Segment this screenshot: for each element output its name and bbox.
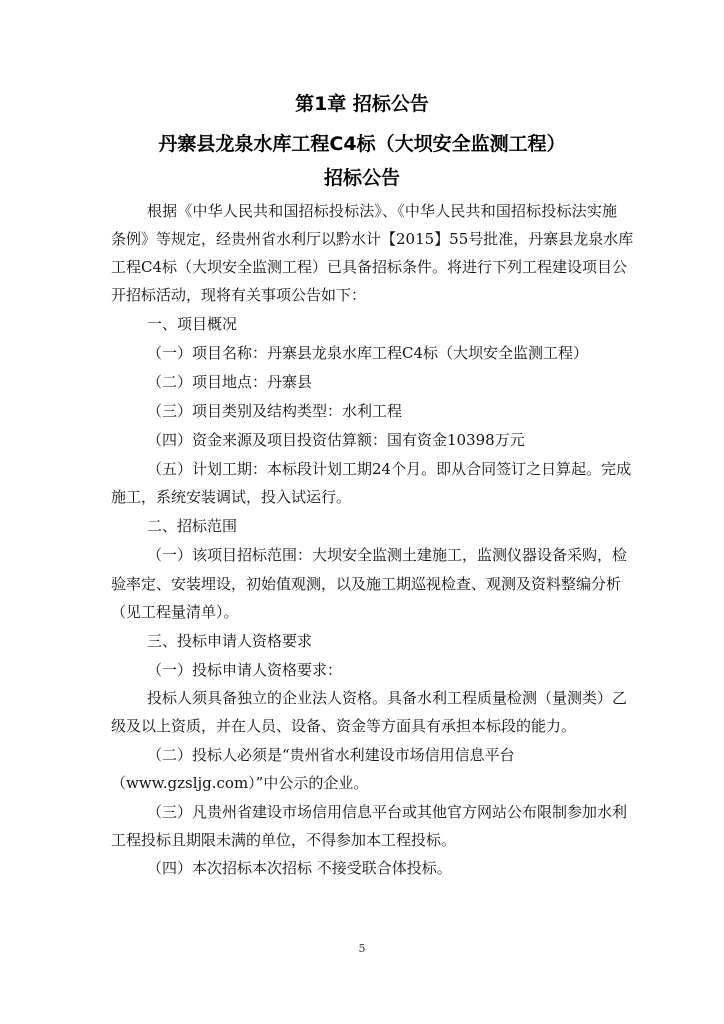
paragraph-line: 条例》等规定，经贵州省水利厅以黔水计【2015】55号批准，丹寨县龙泉水库 [111, 230, 634, 248]
list-item: （五）计划工期：本标段计划工期24个月。即从合同签订之日算起。完成 [147, 460, 632, 478]
list-item: （一）项目名称：丹寨县龙泉水库工程C4标（大坝安全监测工程） [147, 344, 589, 362]
list-item-continuation: （www.gzsljg.com）”中公示的企业。 [111, 774, 369, 792]
section-heading: 一、项目概况 [147, 315, 238, 333]
list-item: （二）投标人必须是“贵州省水利建设市场信用信息平台 [147, 746, 515, 764]
list-item-continuation: 施工，系统安装调试，投入试运行。 [111, 488, 352, 506]
section-heading: 二、招标范围 [147, 517, 238, 535]
list-item: （三）凡贵州省建设市场信用信息平台或其他官方网站公布限制参加水利 [147, 803, 628, 821]
list-item: （一）投标申请人资格要求： [147, 661, 343, 679]
list-item-continuation: （见工程量清单）。 [111, 603, 239, 621]
list-item: （一）该项目招标范围：大坝安全监测土建施工，监测仪器设备采购，检 [147, 546, 628, 564]
list-item: （三）项目类别及结构类型：水利工程 [147, 402, 403, 420]
paragraph-line: 开招标活动，现将有关事项公告如下： [111, 286, 367, 304]
list-item: （二）项目地点：丹寨县 [147, 373, 313, 391]
paragraph-line: 工程C4标（大坝安全监测工程）已具备招标条件。将进行下列工程建设项目公 [111, 258, 628, 276]
list-item-continuation: 验率定、安装埋设，初始值观测，以及施工期巡视检查、观测及资料整编分析 [111, 575, 622, 593]
paragraph-line: 根据《中华人民共和国招标投标法》、《中华人民共和国招标投标法实施 [147, 202, 617, 220]
list-item: （四）资金来源及项目投资估算额：国有资金10398万元 [147, 431, 525, 449]
page-number: 5 [358, 942, 366, 955]
list-item: （四）本次招标本次招标 不接受联合体投标。 [147, 859, 452, 877]
notice-title: 招标公告 [323, 167, 400, 189]
section-heading: 三、投标申请人资格要求 [147, 632, 313, 650]
paragraph-line: 级及以上资质，并在人员、设备、资金等方面具有承担本标段的能力。 [111, 717, 577, 735]
list-item-continuation: 工程投标且期限未满的单位，不得参加本工程投标。 [111, 831, 457, 849]
project-title: 丹寨县龙泉水库工程C4标（大坝安全监测工程） [158, 133, 566, 155]
paragraph-line: 投标人须具备独立的企业法人资格。具备水利工程质量检测（量测类）乙 [147, 689, 628, 707]
chapter-title: 第1章 招标公告 [295, 93, 429, 115]
